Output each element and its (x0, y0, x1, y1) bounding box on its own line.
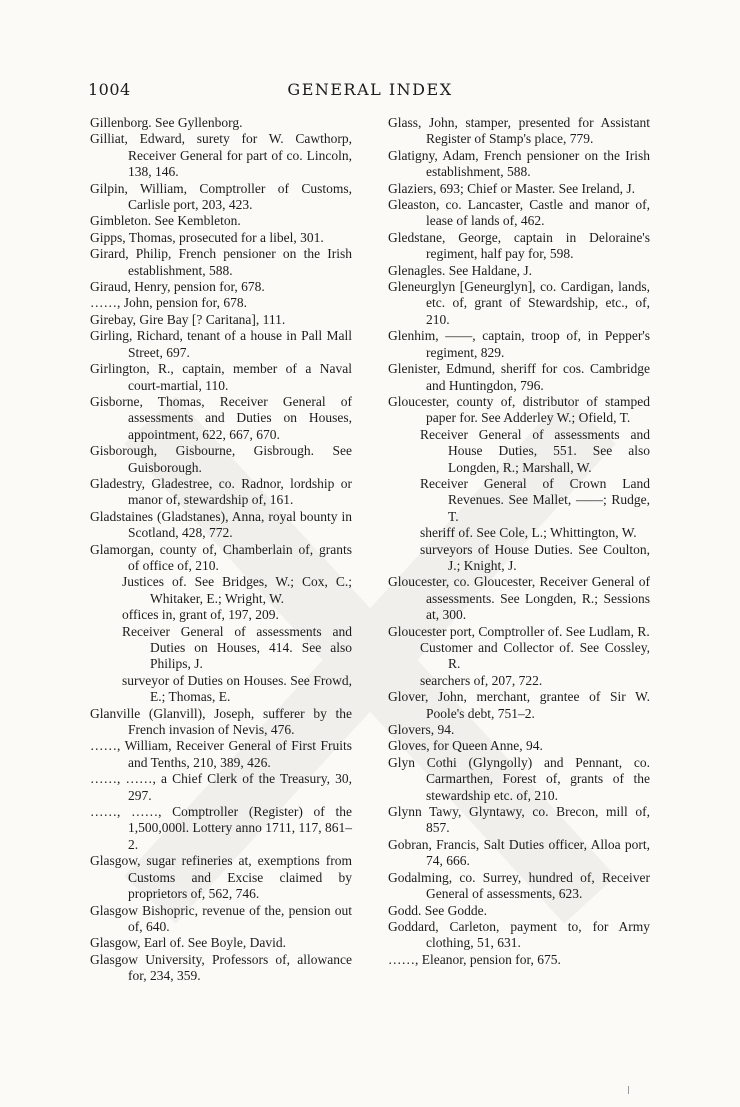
index-entry: Glanville (Glanvill), Joseph, sufferer by the French invasion of Nevis, 476. (90, 705, 352, 738)
index-entry: Gobran, Francis, Salt Duties officer, Alloa port, 74, 666. (388, 836, 650, 869)
index-entry: Goddard, Carleton, payment to, for Army clothing, 51, 631. (388, 918, 650, 951)
index-subentry: Receiver General of assessments and House Duties, 551. See also Longden, R.; Marshall, W. (420, 426, 650, 475)
margin-mark (628, 1086, 629, 1094)
index-entry: Glass, John, stamper, presented for Assistant Register of Stamp's place, 779. (388, 115, 650, 147)
index-entry: Gleneurglyn [Geneurglyn], co. Cardigan, lands, etc. of, grant of Stewardship, etc., of, 210. (388, 279, 650, 327)
index-entry: Glovers, 94. (388, 722, 455, 738)
index-entry: ……, Eleanor, pension for, 675. (388, 951, 561, 967)
index-entry: Glatigny, Adam, French pensioner on the Irish establishment, 588. (388, 147, 650, 180)
index-entry: Glaziers, 693; Chief or Master. See Ireland, J. (388, 180, 636, 196)
index-entry: Glasgow Bishopric, revenue of the, pension out of, 640. (90, 902, 352, 934)
index-entry: ……, ……, a Chief Clerk of the Treasury, 30, 297. (90, 771, 352, 803)
index-entry: Gisborne, Thomas, Receiver General of assessments and Duties on Houses, appointment, 622, 667, 670. (90, 393, 352, 442)
index-subentry: Justices of. See Bridges, W.; Cox, C.; Whitaker, E.; Wright, W. (122, 574, 352, 606)
index-entry: Glenagles. See Haldane, J. (388, 262, 532, 278)
index-entry: Gisborough, Gisbourne, Gisbrough. See Guisborough. (90, 443, 352, 475)
index-entry: Glenister, Edmund, sheriff for cos. Cambridge and Huntingdon, 796. (388, 361, 650, 393)
index-entry: Gloucester, co. Gloucester, Receiver General of assessments. See Longden, R.; Sessions at, 300. (388, 574, 650, 623)
index-entry: Gloves, for Queen Anne, 94. (388, 738, 543, 754)
index-entry: Glenhim, ——, captain, troop of, in Pepper's regiment, 829. (388, 328, 650, 360)
index-entry: Gilpin, William, Comptroller of Customs, Carlisle port, 203, 423. (90, 180, 352, 213)
index-entry: Girard, Philip, French pensioner on the Irish establishment, 588. (90, 246, 352, 278)
index-entry: ……, John, pension for, 678. (90, 295, 247, 311)
index-subentry: offices in, grant of, 197, 209. (122, 607, 279, 623)
index-entry: Girlington, R., captain, member of a Naval court-martial, 110. (90, 361, 352, 393)
index-subentry: sheriff of. See Cole, L.; Whittington, W. (420, 525, 637, 541)
index-subentry: surveyors of House Duties. See Coulton, J.; Knight, J. (420, 541, 650, 573)
index-subentry: Receiver General of assessments and Duties on Houses, 414. See also Philips, J. (122, 623, 352, 672)
index-entry: Gloucester port, Comptroller of. See Ludlam, R. (388, 623, 650, 639)
index-entry: Gladestry, Gladestree, co. Radnor, lordship or manor of, stewardship of, 161. (90, 475, 352, 508)
index-entry: ……, William, Receiver General of First Fruits and Tenths, 210, 389, 426. (90, 738, 352, 770)
index-column-right (388, 115, 650, 968)
index-entry: Glynn Tawy, Glyntawy, co. Brecon, mill of, 857. (388, 804, 650, 836)
page-number: 1004 (88, 80, 131, 99)
index-entry: Glamorgan, county of, Chamberlain of, grants of office of, 210. (90, 541, 352, 573)
index-entry: Girling, Richard, tenant of a house in Pall Mall Street, 697. (90, 328, 352, 360)
index-entry: ……, ……, Comptroller (Register) of the 1,500,000l. Lottery anno 1711, 117, 861–2. (90, 804, 352, 852)
index-entry: Glover, John, merchant, grantee of Sir W. Poole's debt, 751–2. (388, 689, 650, 721)
index-entry: Godd. See Godde. (388, 902, 487, 918)
page-header (88, 80, 652, 104)
index-entry: Gladstaines (Gladstanes), Anna, royal bounty in Scotland, 428, 772. (90, 508, 352, 541)
index-entry: Glyn Cothi (Glyngolly) and Pennant, co. Carmarthen, Forest of, grants of the stewardship etc. of, 210. (388, 754, 650, 803)
index-entry: Gleaston, co. Lancaster, Castle and manor of, lease of lands of, 462. (388, 197, 650, 229)
index-entry: Glasgow, Earl of. See Boyle, David. (90, 935, 286, 951)
index-entry: Gipps, Thomas, prosecuted for a libel, 301. (90, 229, 324, 245)
index-subentry: Receiver General of Crown Land Revenues. See Mallet, ——; Rudge, T. (420, 475, 650, 524)
index-entry: Gledstane, George, captain in Deloraine's regiment, half pay for, 598. (388, 229, 650, 262)
index-entry: Glasgow University, Professors of, allowance for, 234, 359. (90, 951, 352, 984)
index-entry: Gimbleton. See Kembleton. (90, 213, 241, 229)
index-entry: Gillenborg. See Gyllenborg. (90, 115, 243, 130)
index-entry: Girebay, Gire Bay [? Caritana], 111. (90, 311, 286, 327)
index-subentry: Customer and Collector of. See Cossley, R. (420, 640, 650, 672)
index-subentry: searchers of, 207, 722. (420, 672, 543, 688)
index-column-left (90, 115, 352, 985)
index-subentry: surveyor of Duties on Houses. See Frowd, E.; Thomas, E. (122, 672, 352, 705)
index-entry: Giraud, Henry, pension for, 678. (90, 279, 265, 295)
running-head-title: GENERAL INDEX (287, 80, 453, 99)
index-entry: Gilliat, Edward, surety for W. Cawthorp, Receiver General for part of co. Lincoln, 138, 146. (90, 131, 352, 180)
index-entry: Glasgow, sugar refineries at, exemptions from Customs and Excise claimed by proprietors of, 562, 746. (90, 853, 352, 902)
index-entry: Godalming, co. Surrey, hundred of, Receiver General of assessments, 623. (388, 869, 650, 902)
index-entry: Gloucester, county of, distributor of stamped paper for. See Adderley W.; Ofield, T. (388, 393, 650, 426)
